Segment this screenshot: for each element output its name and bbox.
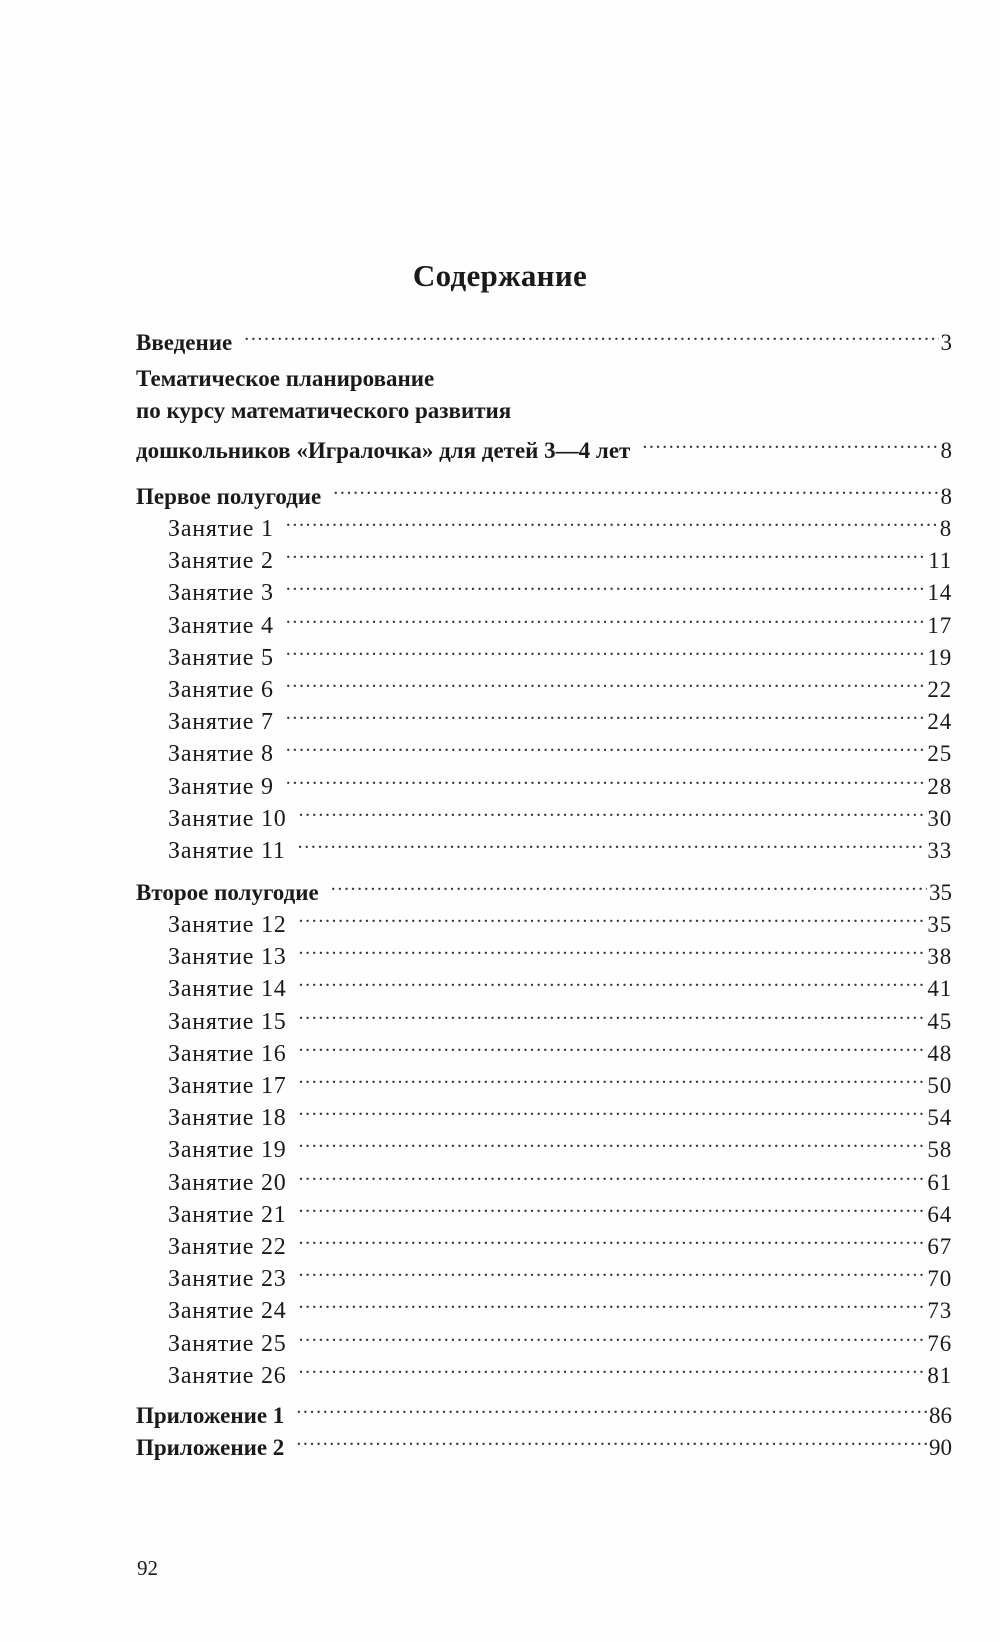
page-title: Содержание — [412, 258, 588, 293]
dot-leader — [299, 792, 926, 826]
dot-leader — [296, 1389, 927, 1423]
toc-entry-page: 70 — [927, 1266, 952, 1292]
toc-entry-lesson[interactable] — [168, 824, 952, 864]
toc-entry-label: Занятие 1 — [168, 516, 274, 542]
toc-entry-lesson[interactable] — [168, 1027, 952, 1067]
toc-entry-page: 48 — [927, 1040, 952, 1066]
toc-entry-appendix-2[interactable] — [136, 1421, 952, 1460]
toc-entry-first-half[interactable] — [136, 470, 952, 509]
dot-leader — [286, 631, 926, 665]
toc-entry-label: Занятие 20 — [168, 1169, 287, 1196]
dot-leader — [286, 663, 926, 697]
toc-entry-page: 90 — [929, 1435, 952, 1460]
dot-leader — [299, 962, 926, 996]
toc-entry-page: 61 — [927, 1169, 952, 1195]
toc-entry-label: Занятие 18 — [168, 1105, 287, 1132]
toc-entry-label: Занятие 10 — [168, 805, 287, 832]
toc-entry-page: 35 — [929, 880, 952, 905]
toc-entry-label: Занятие 19 — [168, 1137, 287, 1164]
dot-leader — [299, 1284, 926, 1318]
toc-entry-page: 3 — [940, 330, 952, 355]
toc-entry-label: Введение — [136, 330, 233, 355]
dot-leader — [299, 1027, 926, 1061]
dot-leader — [286, 695, 926, 729]
toc-entry-label: Приложение 2 — [136, 1435, 285, 1460]
toc-entry-lesson[interactable] — [168, 631, 952, 671]
planning-heading-line-2: по курсу математического развития — [136, 398, 512, 423]
toc-entry-lesson[interactable] — [168, 1188, 952, 1228]
toc-entry-label: Занятие 21 — [168, 1201, 287, 1228]
toc-entry-lesson[interactable] — [168, 1091, 952, 1132]
toc-entry-label: Занятие 16 — [168, 1040, 287, 1067]
toc-entry-label: Занятие 8 — [168, 741, 274, 768]
toc-entry-lesson[interactable] — [168, 727, 952, 768]
toc-entry-lesson[interactable] — [168, 995, 952, 1035]
toc-entry-lesson[interactable] — [168, 566, 952, 607]
dot-leader — [286, 727, 926, 761]
toc-entry-page: 8 — [940, 484, 952, 509]
toc-entry-page: 25 — [927, 741, 952, 767]
toc-entry-lesson[interactable] — [168, 1284, 952, 1325]
dot-leader — [244, 316, 938, 350]
toc-entry-lesson[interactable] — [168, 1156, 952, 1196]
toc-entry-page: 17 — [927, 612, 952, 638]
dot-leader — [299, 1059, 926, 1093]
toc-entry-label: Занятие 7 — [168, 709, 274, 736]
toc-entry-label: Занятие 23 — [168, 1266, 287, 1293]
toc-entry-page: 38 — [927, 944, 952, 970]
dot-leader — [286, 534, 927, 568]
toc-entry-lesson[interactable] — [168, 1349, 952, 1389]
toc-entry-page: 76 — [927, 1330, 952, 1356]
dot-leader — [286, 599, 926, 633]
toc-entry-page: 73 — [927, 1298, 952, 1324]
dot-leader — [642, 424, 938, 458]
dot-leader — [299, 1317, 926, 1351]
toc-entry-label: Занятие 26 — [168, 1362, 287, 1389]
toc-entry-lesson[interactable] — [168, 1317, 952, 1357]
toc-entry-label: Занятие 6 — [168, 677, 274, 703]
toc-entry-page: 28 — [927, 773, 952, 799]
dot-leader — [333, 470, 938, 504]
toc-entry-label: дошкольников «Игралочка» для детей 3—4 лет — [136, 438, 631, 463]
toc-entry-page: 33 — [927, 838, 952, 863]
toc-entry-lesson[interactable] — [168, 1123, 952, 1164]
dot-leader — [299, 1091, 926, 1125]
planning-heading-line-1: Тематическое планирование — [136, 366, 435, 391]
toc-entry-lesson[interactable] — [168, 1059, 952, 1099]
toc-entry-label: Занятие 15 — [168, 1008, 287, 1035]
dot-leader — [299, 930, 926, 964]
toc-entry-appendix-1[interactable] — [136, 1389, 952, 1428]
toc-entry-label: Занятие 3 — [168, 580, 274, 607]
toc-entry-page: 8 — [939, 516, 952, 541]
toc-entry-lesson[interactable] — [168, 1220, 952, 1260]
toc-entry-page: 35 — [927, 912, 952, 937]
dot-leader — [331, 866, 927, 900]
dot-leader — [296, 1421, 927, 1455]
toc-entry-label: Второе полугодие — [136, 880, 319, 905]
toc-entry-label: Занятие 5 — [168, 644, 274, 671]
page-number: 92 — [137, 1556, 158, 1580]
toc-entry-label: Приложение 1 — [136, 1403, 285, 1428]
toc-entry-page: 67 — [927, 1234, 952, 1259]
toc-entry-lesson[interactable] — [168, 792, 952, 832]
toc-entry-page: 30 — [927, 805, 952, 831]
toc-entry-lesson[interactable] — [168, 502, 952, 542]
toc-entry-page: 86 — [929, 1403, 952, 1428]
toc-entry-page: 50 — [927, 1073, 952, 1098]
toc-entry-page: 45 — [927, 1008, 952, 1034]
dot-leader — [299, 1188, 926, 1222]
toc-entry-page: 58 — [927, 1137, 952, 1163]
toc-entry-label: Занятие 9 — [168, 773, 274, 800]
toc-entry-label: Занятие 25 — [168, 1330, 287, 1357]
toc-entry-label: Занятие 12 — [168, 912, 287, 938]
toc-entry-label: Занятие 11 — [168, 838, 286, 864]
toc-entry-planning[interactable] — [136, 424, 952, 463]
dot-leader — [299, 898, 926, 932]
toc-entry-page: 41 — [927, 976, 952, 1002]
toc-entry-page: 64 — [927, 1201, 952, 1227]
toc-entry-lesson[interactable] — [168, 534, 952, 575]
toc-entry-label: Занятие 22 — [168, 1234, 287, 1260]
dot-leader — [299, 995, 926, 1029]
toc-entry-label: Занятие 13 — [168, 944, 287, 971]
dot-leader — [299, 1349, 926, 1383]
toc-entry-lesson[interactable] — [168, 930, 952, 971]
dot-leader — [286, 760, 926, 794]
toc-entry-lesson[interactable] — [168, 695, 952, 736]
toc-entry-page: 24 — [927, 709, 952, 735]
toc-entry-second-half[interactable] — [136, 866, 952, 905]
toc-entry-lesson[interactable] — [168, 1252, 952, 1293]
toc-entry-label: Занятие 2 — [168, 548, 274, 575]
toc-entry-label: Занятие 17 — [168, 1073, 287, 1099]
dot-leader — [299, 1220, 926, 1254]
toc-entry-page: 8 — [940, 438, 952, 463]
toc-entry-label: Занятие 4 — [168, 612, 274, 639]
toc-entry-label: Первое полугодие — [136, 484, 322, 509]
toc-entry-lesson[interactable] — [168, 962, 952, 1003]
toc-entry-page: 14 — [927, 580, 952, 606]
dot-leader — [286, 502, 938, 536]
dot-leader — [286, 566, 926, 600]
toc-entry-page: 11 — [928, 548, 952, 574]
dot-leader — [298, 824, 926, 858]
toc-entry-lesson[interactable] — [168, 760, 952, 800]
dot-leader — [299, 1252, 926, 1286]
toc-entry-lesson[interactable] — [168, 599, 952, 639]
toc-entry-label: Занятие 14 — [168, 976, 287, 1003]
dot-leader — [299, 1123, 926, 1157]
toc-entry-label: Занятие 24 — [168, 1298, 287, 1325]
toc-entry-lesson[interactable] — [168, 898, 952, 938]
toc-entry-page: 22 — [927, 677, 952, 702]
toc-entry-intro[interactable] — [136, 316, 952, 355]
toc-entry-lesson[interactable] — [168, 663, 952, 703]
toc-entry-page: 19 — [927, 644, 952, 670]
toc-entry-page: 54 — [927, 1105, 952, 1131]
toc-entry-page: 81 — [927, 1362, 952, 1388]
dot-leader — [299, 1156, 926, 1190]
